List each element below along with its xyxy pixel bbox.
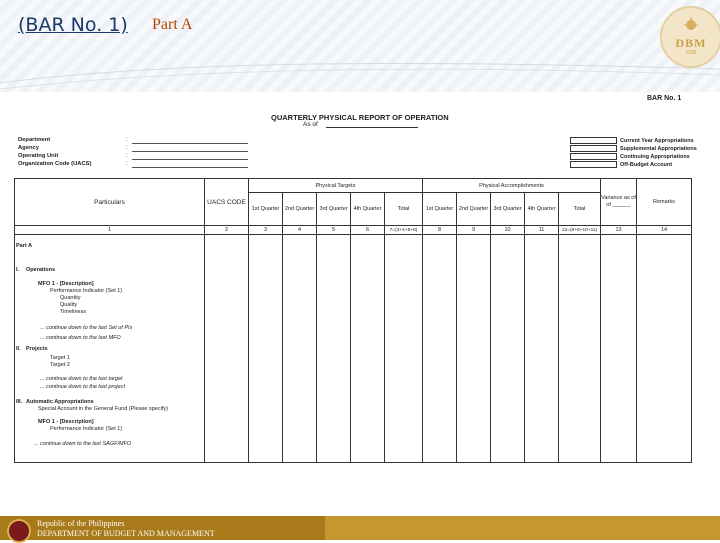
quantity-label: Quantity [60,295,81,301]
col-number: 5 [317,226,351,235]
col-number: 12=(8+9+10+11) [559,226,601,235]
header-accomp-q1: 1st Quarter [423,193,457,226]
checkbox-supplemental-label: Supplemental Appropriations [620,146,697,152]
header-physical-accomplishments: Physical Accomplishments [423,179,601,193]
mfo-1b: MFO 1 - [Description] [38,419,94,425]
section-iii-label: Automatic Appropriations [26,399,94,405]
header-variance-blank: of ______ [606,202,631,208]
continue-sagf: ... continue down to the last SAGF/MFO [34,441,132,447]
decorative-curves [0,55,720,95]
data-cell [283,235,317,463]
col-number: 10 [491,226,525,235]
part-label: Part A [16,243,32,249]
colon: : [126,153,128,159]
data-cell [423,235,457,463]
data-cell [317,235,351,463]
col-number: 2 [205,226,249,235]
mfo-1: MFO 1 - [Description] [38,281,94,287]
col-number: 9 [457,226,491,235]
header-remarks: Remarks [637,179,692,226]
header-accomp-q4: 4th Quarter [525,193,559,226]
data-cell [637,235,692,463]
continue-project: ... continue down to the last project [40,384,125,390]
footer-line-2: DEPARTMENT OF BUDGET AND MANAGEMENT [37,529,215,538]
header-target-q1: 1st Quarter [249,193,283,226]
header-target-q4: 4th Quarter [351,193,385,226]
data-cell [385,235,423,463]
performance-indicator-1b: Performance Indicator (Set 1) [50,426,123,432]
logo-subtext: 1936 [685,50,697,56]
section-i-label: Operations [26,267,56,273]
footer-left-panel [0,516,325,540]
header-physical-targets: Physical Targets [249,179,423,193]
data-cell [351,235,385,463]
bar-form [14,93,711,463]
continue-mfo: ... continue down to the last MFO [40,335,121,341]
checkbox-current-year-label: Current Year Appropriations [620,138,694,144]
timeliness-label: Timeliness [60,309,87,315]
checkbox-supplemental[interactable] [570,145,617,152]
footer-line-1: Republic of the Philippines [37,519,125,528]
header-target-total: Total [385,193,423,226]
header-accomp-q2: 2nd Quarter [457,193,491,226]
operating-unit-label: Operating Unit [18,153,59,159]
col-number: 8 [423,226,457,235]
performance-indicator-1: Performance Indicator (Set 1) [50,288,123,294]
slide-subtitle: Part A [152,16,193,33]
government-seal-icon [7,519,31,543]
logo-text: DBM [675,36,707,50]
section-ii-number: II. [16,346,21,352]
uacs-cell [205,235,249,463]
col-number: 6 [351,226,385,235]
col-number: 13 [601,226,637,235]
col-number: 14 [637,226,692,235]
sun-emblem-icon [682,16,700,32]
col-number: 4 [283,226,317,235]
dbm-logo [660,6,720,68]
continue-pis: ... continue down to the last Set of PIs [40,325,133,331]
slide-title: (BAR No. 1) [18,14,128,36]
agency-field[interactable] [132,151,248,152]
checkbox-current-year[interactable] [570,137,617,144]
as-of-field[interactable] [326,127,418,128]
form-title: QUARTERLY PHYSICAL REPORT OF OPERATION [271,113,449,122]
col-number: 3 [249,226,283,235]
data-cell [601,235,637,463]
form-id: BAR No. 1 [647,95,682,102]
colon: : [126,161,128,167]
section-iii-number: III. [16,399,23,405]
data-cell [457,235,491,463]
continue-target: ... continue down to the last target [40,376,123,382]
report-table [14,178,692,463]
as-of-label: As of [303,121,318,128]
organization-code-label: Organization Code (UACS) [18,161,92,167]
data-cell [559,235,601,463]
operating-unit-field[interactable] [132,159,248,160]
header-target-q2: 2nd Quarter [283,193,317,226]
header-accomp-q3: 3rd Quarter [491,193,525,226]
colon: : [126,145,128,151]
col-number: 11 [525,226,559,235]
department-label: Department [18,137,51,143]
header-variance [601,179,637,226]
data-cell [249,235,283,463]
col-number: 7=(3+4+5+6) [385,226,423,235]
colon: : [126,137,128,143]
header-target-q3: 3rd Quarter [317,193,351,226]
organization-code-field[interactable] [132,167,248,168]
checkbox-off-budget[interactable] [570,161,617,168]
quality-label: Quality [60,302,78,308]
checkbox-continuing[interactable] [570,153,617,160]
checkbox-continuing-label: Continuing Appropriations [620,154,690,160]
header-particulars: Particulars [15,179,205,226]
section-i-number: I. [16,267,20,273]
department-field[interactable] [132,143,248,144]
header-variance-label: Variance as of [601,195,636,201]
col-number: 1 [15,226,205,235]
header-uacs-code: UACS CODE [205,179,249,226]
data-cell [525,235,559,463]
data-cell [491,235,525,463]
target-2: Target 2 [50,362,70,368]
special-account: Special Account in the General Fund (Please specify) [38,406,168,412]
header-accomp-total: Total [559,193,601,226]
target-1: Target 1 [50,355,70,361]
section-ii-label: Projects [26,346,48,352]
footer-bar [0,516,720,540]
checkbox-off-budget-label: Off-Budget Account [620,162,673,168]
agency-label: Agency [18,145,39,151]
